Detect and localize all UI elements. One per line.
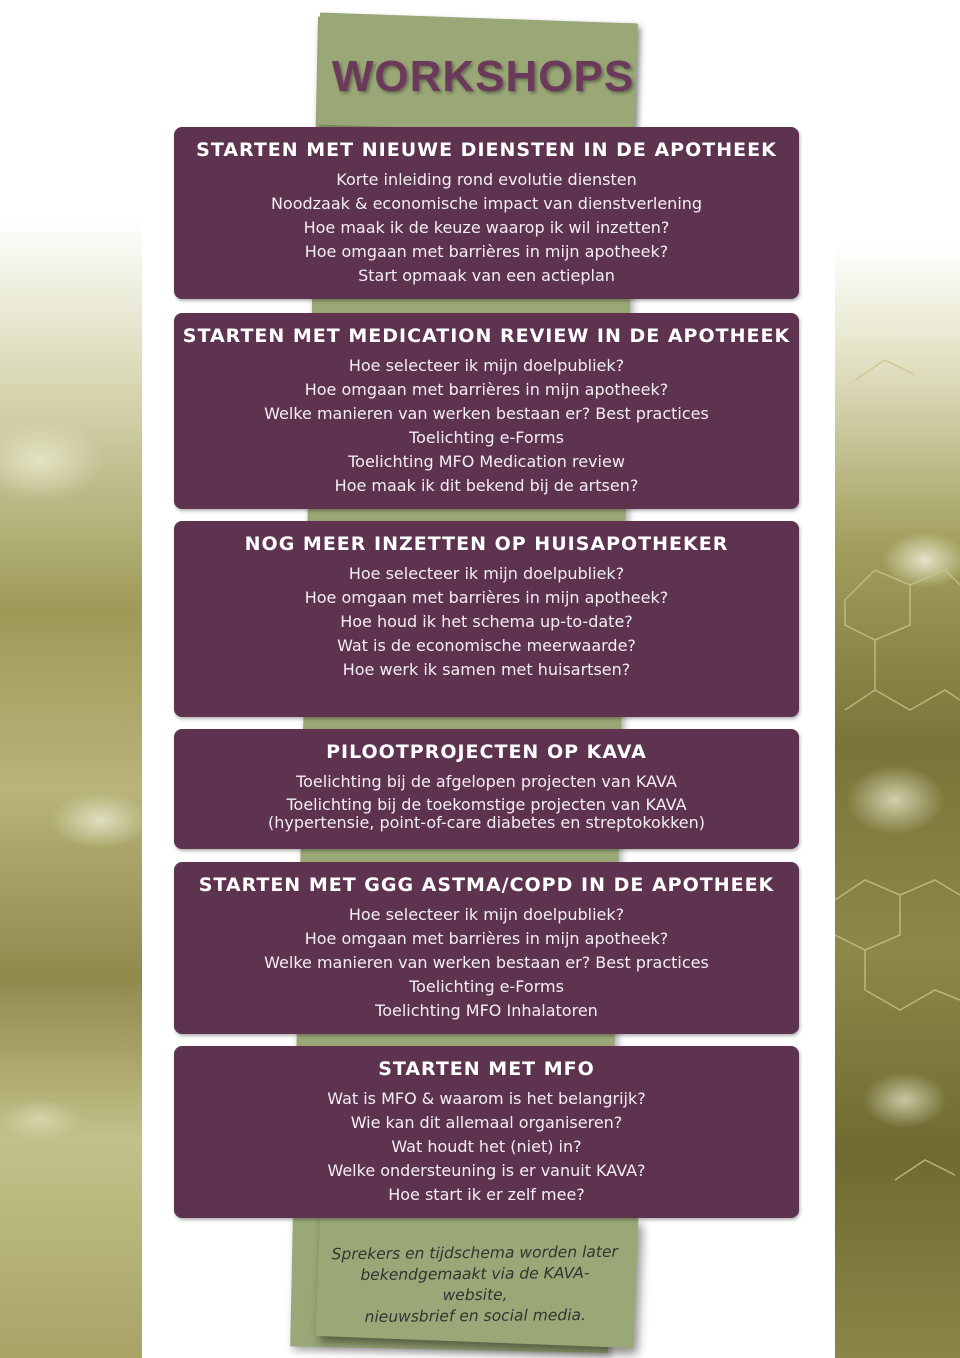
background-photo-left: [0, 0, 142, 1358]
list-item: Welke manieren van werken bestaan er? Best practices: [264, 953, 709, 972]
list-item: Hoe maak ik de keuze waarop ik wil inzetten?: [303, 218, 670, 237]
list-item: Toelichting MFO Inhalatoren: [375, 1001, 598, 1020]
workshop-topic-list: [174, 770, 799, 832]
list-item: Hoe omgaan met barrières in mijn apotheek?: [304, 380, 669, 399]
workshop-heading: STARTEN MET MFO: [378, 1058, 595, 1080]
list-item: Wie kan dit allemaal organiseren?: [350, 1113, 623, 1132]
list-item: Hoe omgaan met barrières in mijn apotheek?: [304, 242, 669, 261]
footnote-line: Sprekers en tijdschema worden later: [331, 1242, 618, 1264]
list-item: Toelichting bij de toekomstige projecten van KAVA: [286, 795, 687, 814]
list-item: Hoe omgaan met barrières in mijn apotheek?: [304, 588, 669, 607]
list-item: Toelichting e-Forms: [409, 428, 564, 447]
list-item: Hoe maak ik dit bekend bij de artsen?: [334, 476, 639, 495]
workshop-card-nieuwe-diensten: [174, 127, 799, 299]
workshop-topic-list: [174, 1087, 799, 1207]
footnote-line: bekendgemaakt via de KAVA-website,: [360, 1264, 590, 1305]
list-item: Hoe houd ik het schema up-to-date?: [340, 612, 633, 631]
list-item: Noodzaak & economische impact van dienstverlening: [270, 194, 703, 213]
workshop-heading: STARTEN MET GGG ASTMA/COPD IN DE APOTHEEK: [198, 874, 775, 896]
list-item: Hoe selecteer ik mijn doelpubliek?: [348, 356, 625, 375]
list-item: (hypertensie, point-of-care diabetes en streptokokken): [267, 813, 706, 832]
list-item: Welke manieren van werken bestaan er? Best practices: [264, 404, 709, 423]
workshop-heading: NOG MEER INZETTEN OP HUISAPOTHEKER: [244, 533, 729, 555]
list-item: Toelichting e-Forms: [409, 977, 564, 996]
list-item: Welke ondersteuning is er vanuit KAVA?: [327, 1161, 646, 1180]
workshop-topic-list: [174, 354, 799, 498]
list-item: Korte inleiding rond evolutie diensten: [336, 170, 637, 189]
list-item: Wat is MFO & waarom is het belangrijk?: [327, 1089, 646, 1108]
workshop-card-mfo: [174, 1046, 799, 1218]
list-item: Start opmaak van een actieplan: [358, 266, 615, 285]
workshop-card-huisapotheker: [174, 521, 799, 717]
workshop-heading: PILOOTPROJECTEN OP KAVA: [326, 741, 647, 763]
workshop-heading: STARTEN MET MEDICATION REVIEW IN DE APOTHEEK: [182, 325, 791, 347]
workshop-topic-list: [174, 903, 799, 1023]
list-item: Toelichting MFO Medication review: [348, 452, 625, 471]
workshop-card-astma-copd: [174, 862, 799, 1034]
list-item: Wat is de economische meerwaarde?: [337, 636, 636, 655]
list-item: Wat houdt het (niet) in?: [391, 1137, 582, 1156]
workshop-card-medication-review: [174, 313, 799, 509]
molecule-network-decoration: [835, 0, 960, 1358]
page-title: WORKSHOPS: [331, 52, 635, 101]
workshop-heading: STARTEN MET NIEUWE DIENSTEN IN DE APOTHEEK: [196, 139, 777, 161]
footnote-line: nieuwsbrief en social media.: [364, 1306, 586, 1326]
background-photo-right: [835, 0, 960, 1358]
list-item: Hoe werk ik samen met huisartsen?: [342, 660, 631, 679]
footnote-text: [330, 1242, 621, 1329]
list-item: Hoe selecteer ik mijn doelpubliek?: [348, 564, 625, 583]
list-item: Hoe start ik er zelf mee?: [388, 1185, 585, 1204]
list-item: Hoe selecteer ik mijn doelpubliek?: [348, 905, 625, 924]
list-item: Toelichting bij de afgelopen projecten van KAVA: [296, 772, 677, 791]
workshop-topic-list: [174, 168, 799, 288]
workshop-topic-list: [174, 562, 799, 682]
workshop-card-pilootprojecten: [174, 729, 799, 849]
list-item: Hoe omgaan met barrières in mijn apotheek?: [304, 929, 669, 948]
